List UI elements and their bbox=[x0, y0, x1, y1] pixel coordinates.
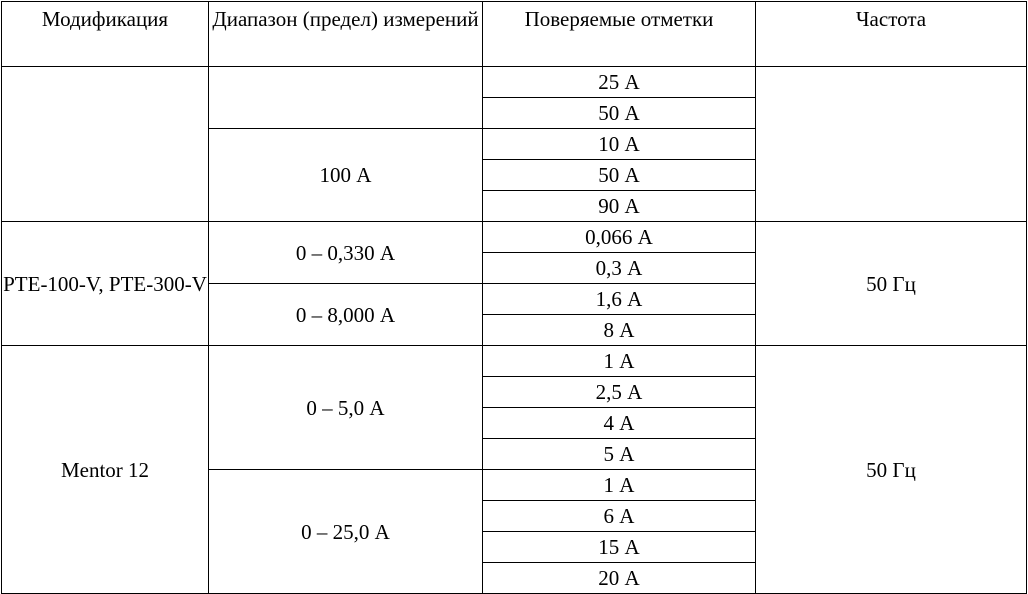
modification-cell bbox=[2, 67, 209, 222]
point-cell: 1,6 А bbox=[483, 284, 756, 315]
range-cell: 100 А bbox=[209, 129, 483, 222]
point-cell: 1 А bbox=[483, 346, 756, 377]
frequency-cell: 50 Гц bbox=[756, 346, 1027, 594]
frequency-cell bbox=[756, 67, 1027, 222]
modification-cell: PTE-100-V, PTE-300-V bbox=[2, 222, 209, 346]
point-cell: 6 А bbox=[483, 501, 756, 532]
point-cell: 0,3 А bbox=[483, 253, 756, 284]
table-row bbox=[2, 222, 1027, 253]
point-cell: 2,5 А bbox=[483, 377, 756, 408]
point-cell: 5 А bbox=[483, 439, 756, 470]
point-cell: 10 А bbox=[483, 129, 756, 160]
point-cell: 4 А bbox=[483, 408, 756, 439]
header-frequency: Частота bbox=[756, 2, 1027, 67]
point-cell: 90 А bbox=[483, 191, 756, 222]
table-row bbox=[2, 346, 1027, 377]
frequency-cell: 50 Гц bbox=[756, 222, 1027, 346]
table-header-row bbox=[2, 2, 1027, 67]
range-cell: 0 – 25,0 А bbox=[209, 470, 483, 594]
point-cell: 50 А bbox=[483, 160, 756, 191]
point-cell: 25 А bbox=[483, 67, 756, 98]
point-cell: 20 А bbox=[483, 563, 756, 594]
point-cell: 0,066 А bbox=[483, 222, 756, 253]
range-cell bbox=[209, 67, 483, 129]
header-modification: Модификация bbox=[2, 2, 209, 67]
point-cell: 1 А bbox=[483, 470, 756, 501]
range-cell: 0 – 8,000 А bbox=[209, 284, 483, 346]
modification-cell: Mentor 12 bbox=[2, 346, 209, 594]
header-points: Поверяемые отметки bbox=[483, 2, 756, 67]
range-cell: 0 – 5,0 А bbox=[209, 346, 483, 470]
header-range: Диапазон (предел) измерений bbox=[209, 2, 483, 67]
point-cell: 15 А bbox=[483, 532, 756, 563]
verification-table bbox=[1, 1, 1027, 594]
point-cell: 50 А bbox=[483, 98, 756, 129]
point-cell: 8 А bbox=[483, 315, 756, 346]
table-row bbox=[2, 67, 1027, 98]
range-cell: 0 – 0,330 А bbox=[209, 222, 483, 284]
